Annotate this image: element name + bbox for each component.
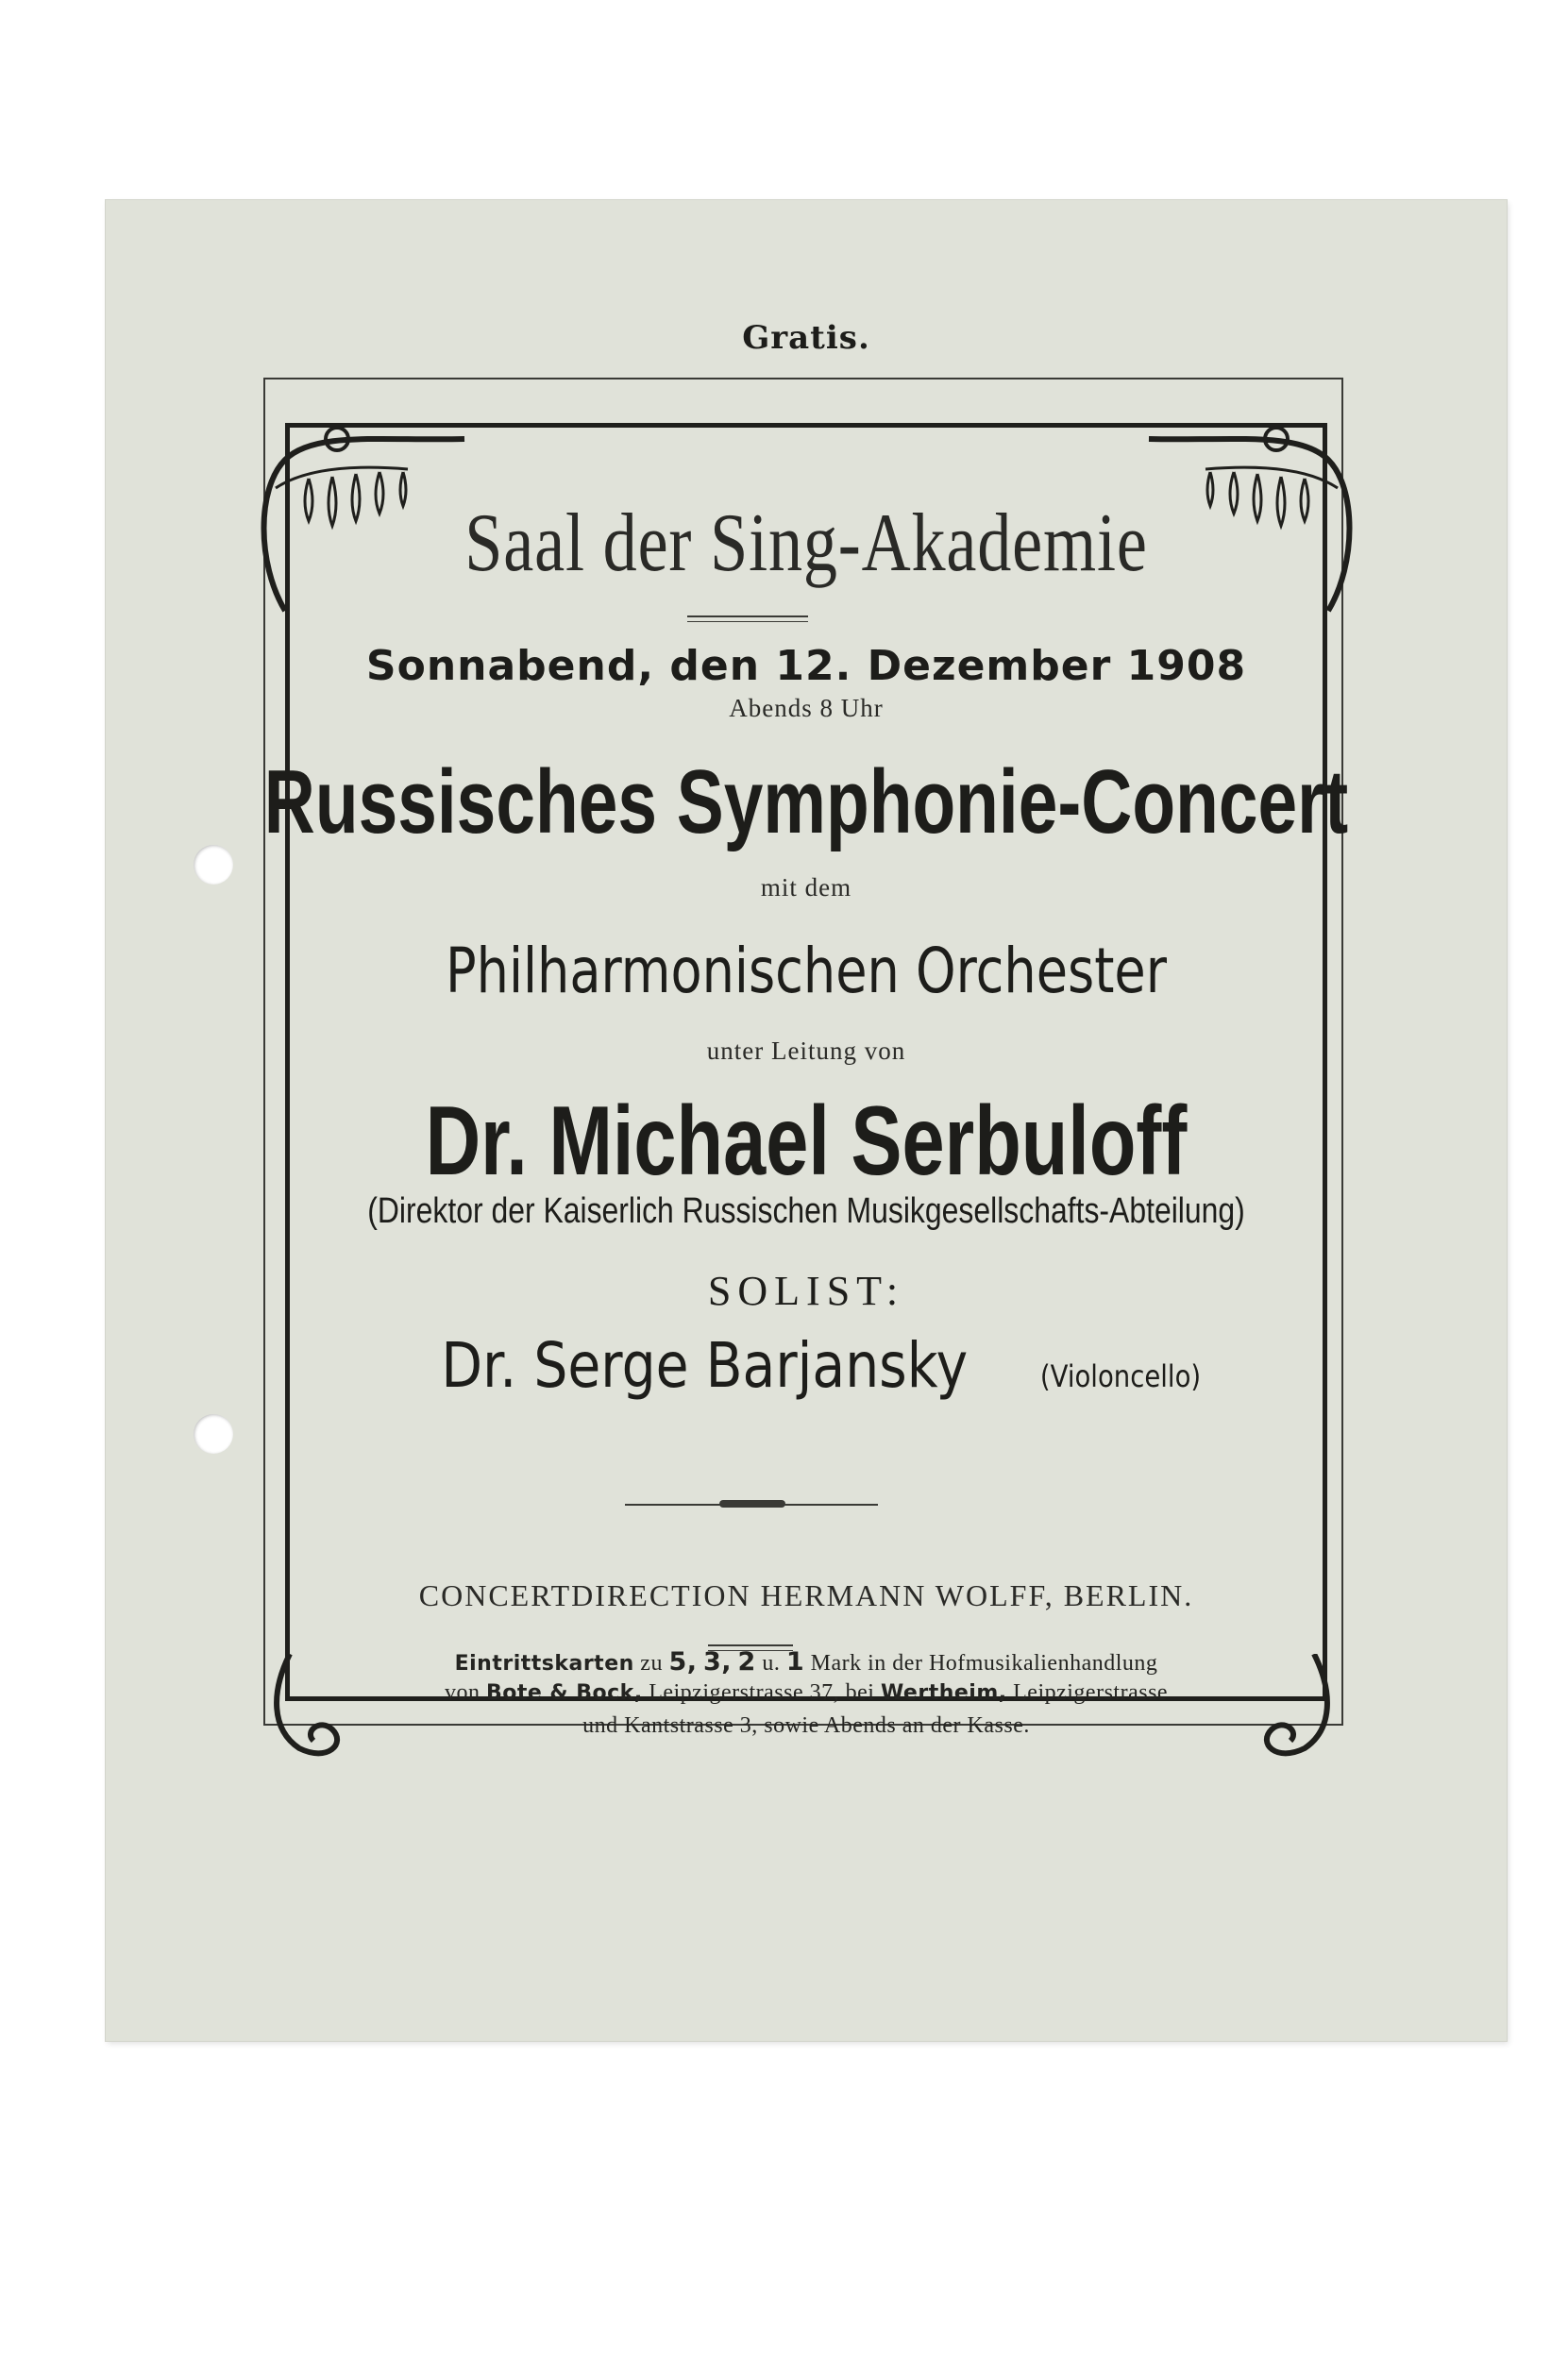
soloist-line xyxy=(106,1329,1507,1402)
divider-rule-1b xyxy=(687,621,808,622)
concert-agency: CONCERTDIRECTION HERMANN WOLFF, BERLIN. xyxy=(418,1578,1194,1612)
price-1: 1 xyxy=(785,1647,805,1677)
shop-address-1: Leipzigerstrasse 37, bei xyxy=(649,1680,875,1705)
gratis-label: Gratis. xyxy=(742,319,870,357)
price-5: 5, xyxy=(668,1647,698,1677)
soloist-name: Dr. Serge Barjansky xyxy=(441,1329,968,1402)
ticket-info-line-1 xyxy=(106,1647,1507,1677)
divider-rule-3 xyxy=(708,1644,793,1646)
price-2: 2 xyxy=(737,1647,756,1677)
price-3: 3, xyxy=(703,1647,733,1677)
ticket-info-line-3: und Kantstrasse 3, sowie Abends an der Kasse. xyxy=(582,1713,1030,1738)
shop-bote-bock: Bote & Bock, xyxy=(485,1681,643,1705)
ticket-u: u. xyxy=(762,1651,781,1676)
divider-rule-1 xyxy=(687,615,808,617)
shop-address-2: Leipzigerstrasse xyxy=(1013,1680,1169,1705)
soloist-instrument: (Violoncello) xyxy=(1040,1358,1202,1394)
soloist-label: SOLIST: xyxy=(707,1268,905,1314)
concert-time: Abends 8 Uhr xyxy=(729,694,884,722)
venue-title: Saal der Sing-Akademie xyxy=(464,497,1148,589)
ticket-rest-1: Mark in der Hofmusikalienhandlung xyxy=(810,1651,1158,1676)
ticket-zu: zu xyxy=(640,1651,663,1676)
event-title: Russisches Symphonie-Concert xyxy=(263,751,1349,852)
shop-wertheim: Wertheim, xyxy=(880,1681,1007,1705)
conductor-title: (Direktor der Kaiserlich Russischen Musikgesellschafts-Abteilung) xyxy=(367,1191,1245,1231)
conducted-by-label: unter Leitung von xyxy=(706,1037,906,1065)
ticket-von: von xyxy=(444,1680,481,1705)
concert-date: Sonnabend, den 12. Dezember 1908 xyxy=(365,642,1247,690)
ticket-label: Eintrittskarten xyxy=(454,1652,634,1676)
divider-ornament xyxy=(719,1500,785,1508)
conductor-name: Dr. Michael Serbuloff xyxy=(425,1087,1188,1196)
ticket-info-line-2 xyxy=(106,1680,1507,1706)
with-label: mit dem xyxy=(760,873,852,902)
orchestra-name: Philharmonischen Orchester xyxy=(446,935,1167,1007)
